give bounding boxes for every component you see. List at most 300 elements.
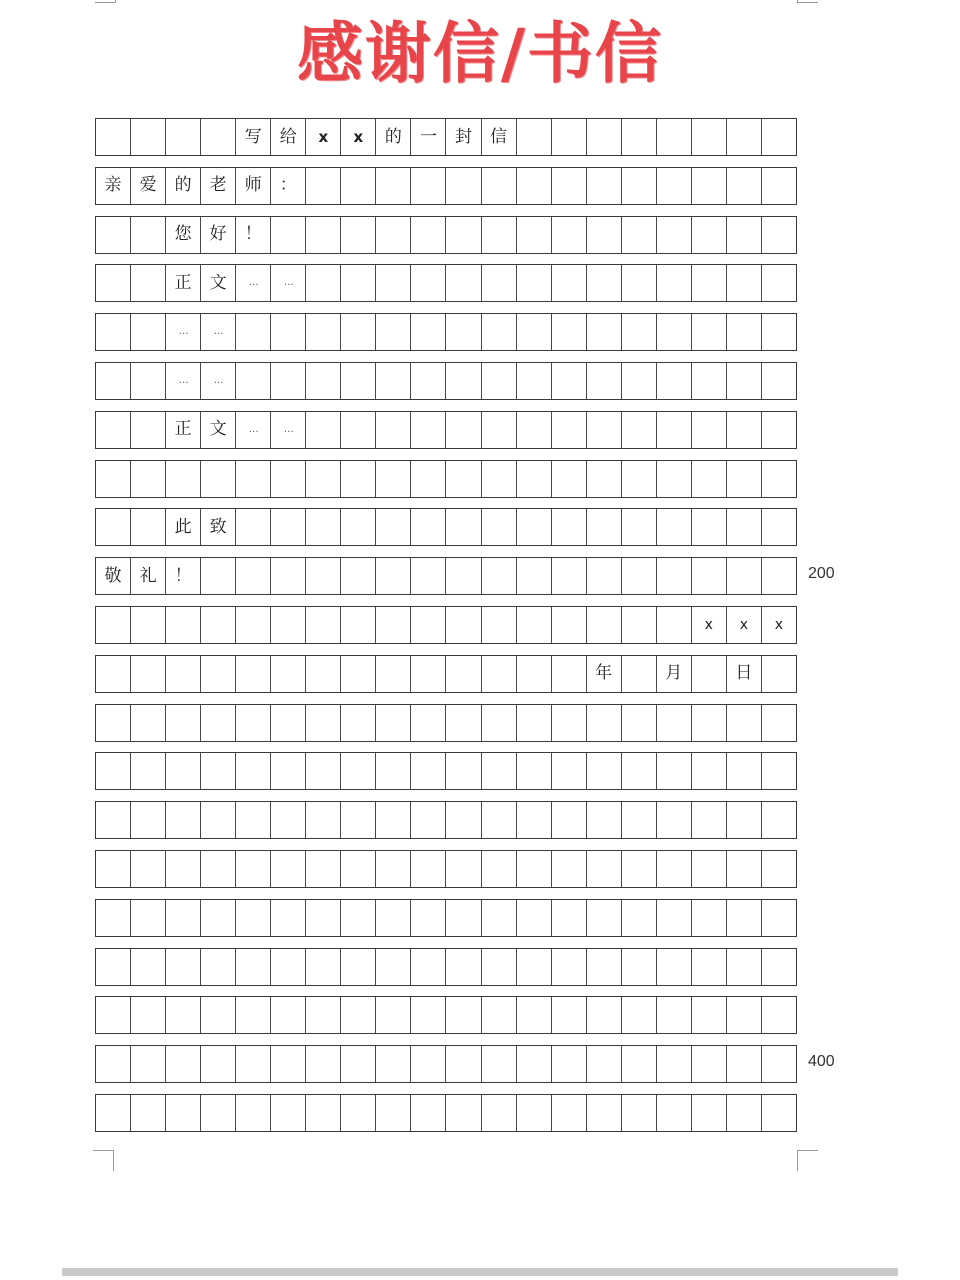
grid-cell bbox=[341, 949, 376, 985]
grid-cell: … bbox=[271, 265, 306, 301]
grid-cell bbox=[622, 119, 657, 155]
grid-cell bbox=[657, 900, 692, 936]
grid-cell bbox=[692, 363, 727, 399]
grid-cell bbox=[166, 1046, 201, 1082]
grid-cell: 封 bbox=[446, 119, 481, 155]
grid-cell: 爱 bbox=[131, 168, 166, 204]
grid-cell bbox=[482, 851, 517, 887]
grid-cell bbox=[482, 1046, 517, 1082]
grid-cell bbox=[341, 1095, 376, 1131]
grid-cell: 正 bbox=[166, 412, 201, 448]
grid-cell bbox=[657, 265, 692, 301]
grid-cell bbox=[131, 997, 166, 1033]
grid-cell: 好 bbox=[201, 217, 236, 253]
grid-cell bbox=[482, 900, 517, 936]
grid-cell bbox=[341, 656, 376, 692]
grid-cell: … bbox=[166, 314, 201, 350]
grid-cell bbox=[96, 1046, 131, 1082]
grid-cell bbox=[622, 705, 657, 741]
grid-cell bbox=[271, 997, 306, 1033]
grid-cell bbox=[306, 607, 341, 643]
grid-cell bbox=[727, 851, 762, 887]
grid-cell bbox=[692, 1046, 727, 1082]
grid-cell bbox=[587, 558, 622, 594]
grid-cell bbox=[622, 753, 657, 789]
grid-cell bbox=[411, 949, 446, 985]
grid-cell bbox=[552, 802, 587, 838]
grid-cell bbox=[482, 314, 517, 350]
grid-cell bbox=[446, 217, 481, 253]
grid-cell bbox=[201, 1095, 236, 1131]
grid-cell bbox=[552, 558, 587, 594]
grid-cell bbox=[692, 949, 727, 985]
grid-cell bbox=[271, 217, 306, 253]
grid-cell bbox=[587, 314, 622, 350]
grid-cell bbox=[96, 314, 131, 350]
grid-cell bbox=[236, 705, 271, 741]
grid-cell bbox=[762, 509, 796, 545]
grid-cell bbox=[236, 753, 271, 789]
grid-cell bbox=[271, 363, 306, 399]
grid-cell bbox=[762, 412, 796, 448]
grid-cell bbox=[271, 1046, 306, 1082]
grid-cell: 文 bbox=[201, 265, 236, 301]
grid-cell bbox=[96, 851, 131, 887]
grid-cell bbox=[236, 900, 271, 936]
grid-cell bbox=[762, 1046, 796, 1082]
grid-cell bbox=[622, 168, 657, 204]
grid-cell bbox=[727, 119, 762, 155]
corner-mark-top-left bbox=[95, 0, 116, 3]
grid-cell bbox=[517, 607, 552, 643]
grid-row bbox=[95, 1094, 797, 1132]
grid-cell bbox=[482, 217, 517, 253]
grid-cell bbox=[236, 656, 271, 692]
grid-cell bbox=[376, 217, 411, 253]
grid-cell bbox=[552, 314, 587, 350]
grid-cell bbox=[376, 412, 411, 448]
grid-cell bbox=[446, 509, 481, 545]
grid-cell bbox=[306, 168, 341, 204]
grid-cell bbox=[376, 656, 411, 692]
grid-row bbox=[95, 411, 797, 449]
grid-cell bbox=[166, 753, 201, 789]
grid-cell bbox=[306, 656, 341, 692]
grid-cell bbox=[762, 217, 796, 253]
grid-cell bbox=[762, 363, 796, 399]
grid-cell bbox=[201, 949, 236, 985]
grid-cell bbox=[552, 119, 587, 155]
grid-cell bbox=[446, 412, 481, 448]
grid-cell bbox=[166, 607, 201, 643]
grid-cell bbox=[762, 900, 796, 936]
grid-cell bbox=[762, 656, 796, 692]
grid-cell bbox=[552, 851, 587, 887]
grid-cell bbox=[517, 412, 552, 448]
grid-cell bbox=[587, 363, 622, 399]
grid-cell bbox=[376, 802, 411, 838]
grid-cell: 此 bbox=[166, 509, 201, 545]
grid-cell bbox=[622, 412, 657, 448]
grid-cell bbox=[306, 802, 341, 838]
grid-cell bbox=[411, 217, 446, 253]
grid-cell bbox=[657, 753, 692, 789]
grid-cell bbox=[727, 705, 762, 741]
grid-cell bbox=[411, 265, 446, 301]
grid-cell bbox=[166, 900, 201, 936]
grid-cell bbox=[762, 753, 796, 789]
grid-cell bbox=[236, 997, 271, 1033]
grid-cell bbox=[517, 314, 552, 350]
grid-cell bbox=[482, 753, 517, 789]
grid-cell: 致 bbox=[201, 509, 236, 545]
grid-cell bbox=[657, 802, 692, 838]
grid-cell bbox=[96, 656, 131, 692]
grid-cell bbox=[552, 949, 587, 985]
grid-cell bbox=[587, 119, 622, 155]
grid-cell bbox=[587, 217, 622, 253]
grid-cell bbox=[446, 1095, 481, 1131]
grid-row bbox=[95, 460, 797, 498]
grid-cell bbox=[96, 802, 131, 838]
grid-cell bbox=[482, 607, 517, 643]
grid-cell bbox=[96, 997, 131, 1033]
grid-cell bbox=[517, 802, 552, 838]
grid-cell bbox=[517, 461, 552, 497]
grid-cell bbox=[96, 461, 131, 497]
grid-cell bbox=[446, 656, 481, 692]
grid-cell bbox=[587, 851, 622, 887]
word-count-marker: 400 bbox=[808, 1053, 835, 1071]
grid-cell bbox=[376, 558, 411, 594]
grid-cell bbox=[376, 168, 411, 204]
grid-cell bbox=[552, 607, 587, 643]
grid-cell bbox=[692, 900, 727, 936]
grid-cell bbox=[411, 705, 446, 741]
grid-cell bbox=[411, 509, 446, 545]
grid-cell bbox=[131, 363, 166, 399]
grid-cell bbox=[552, 217, 587, 253]
grid-cell bbox=[727, 168, 762, 204]
grid-row bbox=[95, 948, 797, 986]
grid-cell bbox=[762, 119, 796, 155]
grid-cell: 的 bbox=[376, 119, 411, 155]
grid-cell bbox=[446, 314, 481, 350]
grid-cell bbox=[762, 949, 796, 985]
grid-cell: 月 bbox=[657, 656, 692, 692]
grid-cell bbox=[236, 1046, 271, 1082]
grid-cell bbox=[517, 558, 552, 594]
grid-cell bbox=[482, 656, 517, 692]
grid-cell bbox=[271, 705, 306, 741]
grid-cell bbox=[131, 509, 166, 545]
grid-cell bbox=[411, 753, 446, 789]
grid-cell bbox=[271, 900, 306, 936]
grid-cell bbox=[306, 705, 341, 741]
grid-cell bbox=[236, 851, 271, 887]
grid-cell bbox=[692, 802, 727, 838]
grid-cell bbox=[552, 363, 587, 399]
grid-cell bbox=[587, 949, 622, 985]
grid-cell bbox=[96, 412, 131, 448]
grid-cell bbox=[236, 949, 271, 985]
grid-cell: 一 bbox=[411, 119, 446, 155]
grid-cell bbox=[727, 949, 762, 985]
grid-cell bbox=[96, 900, 131, 936]
grid-cell: ！ bbox=[236, 217, 271, 253]
grid-cell bbox=[306, 900, 341, 936]
grid-cell: x bbox=[692, 607, 727, 643]
grid-cell bbox=[587, 607, 622, 643]
grid-cell bbox=[762, 997, 796, 1033]
grid-cell bbox=[341, 900, 376, 936]
grid-cell bbox=[236, 314, 271, 350]
grid-cell bbox=[411, 168, 446, 204]
grid-cell bbox=[622, 217, 657, 253]
grid-cell bbox=[587, 802, 622, 838]
grid-cell bbox=[131, 607, 166, 643]
grid-cell bbox=[622, 1046, 657, 1082]
grid-cell bbox=[692, 461, 727, 497]
grid-cell bbox=[236, 607, 271, 643]
grid-cell bbox=[657, 363, 692, 399]
grid-cell bbox=[341, 412, 376, 448]
grid-cell bbox=[341, 558, 376, 594]
grid-cell bbox=[446, 168, 481, 204]
grid-cell bbox=[482, 949, 517, 985]
grid-row bbox=[95, 704, 797, 742]
grid-cell bbox=[657, 1046, 692, 1082]
grid-cell: … bbox=[236, 265, 271, 301]
grid-cell bbox=[446, 949, 481, 985]
grid-cell: 的 bbox=[166, 168, 201, 204]
grid-cell bbox=[96, 265, 131, 301]
grid-cell bbox=[341, 1046, 376, 1082]
grid-cell bbox=[96, 705, 131, 741]
grid-cell bbox=[657, 509, 692, 545]
grid-cell bbox=[446, 265, 481, 301]
grid-cell bbox=[376, 1046, 411, 1082]
grid-cell bbox=[446, 851, 481, 887]
grid-cell bbox=[657, 1095, 692, 1131]
grid-cell: 老 bbox=[201, 168, 236, 204]
grid-cell bbox=[446, 753, 481, 789]
grid-cell bbox=[622, 314, 657, 350]
page-title: 感谢信/书信 bbox=[296, 15, 664, 92]
grid-cell bbox=[517, 900, 552, 936]
grid-cell bbox=[131, 900, 166, 936]
grid-cell bbox=[517, 1046, 552, 1082]
grid-cell bbox=[552, 168, 587, 204]
grid-cell bbox=[482, 265, 517, 301]
grid-cell bbox=[96, 119, 131, 155]
grid-cell: x bbox=[727, 607, 762, 643]
grid-cell: … bbox=[236, 412, 271, 448]
grid-cell bbox=[306, 753, 341, 789]
grid-cell bbox=[341, 753, 376, 789]
grid-cell: 敬 bbox=[96, 558, 131, 594]
grid-cell bbox=[552, 461, 587, 497]
grid-row bbox=[95, 264, 797, 302]
word-count-marker: 200 bbox=[808, 565, 835, 583]
grid-cell bbox=[131, 851, 166, 887]
grid-cell bbox=[622, 1095, 657, 1131]
grid-cell bbox=[446, 900, 481, 936]
grid-cell bbox=[166, 705, 201, 741]
grid-cell bbox=[306, 461, 341, 497]
grid-cell bbox=[201, 997, 236, 1033]
grid-cell bbox=[131, 461, 166, 497]
grid-cell bbox=[622, 656, 657, 692]
grid-cell: 写 bbox=[236, 119, 271, 155]
grid-cell bbox=[622, 802, 657, 838]
grid-cell bbox=[411, 607, 446, 643]
grid-cell bbox=[166, 1095, 201, 1131]
grid-cell bbox=[376, 851, 411, 887]
grid-cell bbox=[166, 119, 201, 155]
grid-cell bbox=[201, 656, 236, 692]
grid-cell bbox=[587, 168, 622, 204]
grid-cell bbox=[201, 607, 236, 643]
grid-cell bbox=[587, 705, 622, 741]
grid-cell: x bbox=[774, 616, 784, 633]
grid-cell: 您 bbox=[166, 217, 201, 253]
grid-cell bbox=[622, 363, 657, 399]
grid-cell bbox=[131, 217, 166, 253]
grid-cell bbox=[271, 1095, 306, 1131]
grid-cell bbox=[622, 900, 657, 936]
grid-cell bbox=[271, 509, 306, 545]
grid-cell bbox=[587, 900, 622, 936]
grid-cell: 礼 bbox=[131, 558, 166, 594]
grid-cell bbox=[692, 265, 727, 301]
grid-cell bbox=[96, 949, 131, 985]
grid-cell bbox=[306, 558, 341, 594]
grid-cell bbox=[692, 851, 727, 887]
grid-cell bbox=[236, 363, 271, 399]
grid-cell bbox=[727, 265, 762, 301]
grid-cell bbox=[96, 363, 131, 399]
grid-cell bbox=[166, 949, 201, 985]
grid-cell bbox=[201, 119, 236, 155]
grid-row bbox=[95, 313, 797, 351]
grid-cell bbox=[306, 412, 341, 448]
grid-row bbox=[95, 167, 797, 205]
grid-cell bbox=[517, 1095, 552, 1131]
grid-cell bbox=[411, 1046, 446, 1082]
grid-cell bbox=[727, 509, 762, 545]
grid-cell bbox=[552, 1046, 587, 1082]
grid-cell bbox=[517, 509, 552, 545]
grid-row bbox=[95, 899, 797, 937]
grid-cell bbox=[376, 949, 411, 985]
grid-cell bbox=[622, 509, 657, 545]
grid-cell bbox=[446, 1046, 481, 1082]
grid-cell: 年 bbox=[587, 656, 622, 692]
grid-cell bbox=[201, 900, 236, 936]
grid-cell bbox=[587, 753, 622, 789]
grid-cell bbox=[517, 265, 552, 301]
grid-cell bbox=[657, 705, 692, 741]
grid-cell bbox=[271, 558, 306, 594]
grid-cell bbox=[657, 461, 692, 497]
grid-cell bbox=[411, 851, 446, 887]
grid-cell bbox=[96, 1095, 131, 1131]
grid-cell bbox=[727, 363, 762, 399]
grid-cell bbox=[271, 461, 306, 497]
grid-cell bbox=[587, 412, 622, 448]
grid-cell bbox=[236, 802, 271, 838]
grid-cell bbox=[271, 949, 306, 985]
grid-cell bbox=[552, 1095, 587, 1131]
grid-cell bbox=[376, 1095, 411, 1131]
grid-cell bbox=[166, 802, 201, 838]
grid-cell bbox=[692, 217, 727, 253]
grid-cell: 正 bbox=[166, 265, 201, 301]
grid-cell bbox=[201, 705, 236, 741]
grid-cell bbox=[376, 607, 411, 643]
grid-row bbox=[95, 850, 797, 888]
grid-cell bbox=[517, 168, 552, 204]
grid-cell bbox=[131, 705, 166, 741]
grid-cell bbox=[446, 997, 481, 1033]
grid-cell bbox=[131, 314, 166, 350]
grid-cell bbox=[341, 509, 376, 545]
grid-cell bbox=[341, 851, 376, 887]
grid-cell bbox=[306, 1046, 341, 1082]
grid-cell bbox=[236, 558, 271, 594]
grid-cell bbox=[552, 509, 587, 545]
composition-grid bbox=[95, 118, 797, 1143]
grid-cell bbox=[517, 217, 552, 253]
grid-cell bbox=[692, 753, 727, 789]
grid-cell bbox=[727, 802, 762, 838]
grid-cell bbox=[692, 509, 727, 545]
grid-cell bbox=[657, 997, 692, 1033]
grid-cell bbox=[341, 997, 376, 1033]
grid-cell bbox=[587, 509, 622, 545]
grid-cell bbox=[482, 705, 517, 741]
grid-cell: … bbox=[166, 363, 201, 399]
grid-cell bbox=[411, 412, 446, 448]
grid-cell bbox=[762, 705, 796, 741]
grid-cell bbox=[692, 314, 727, 350]
grid-cell bbox=[411, 802, 446, 838]
grid-cell: ： bbox=[271, 168, 306, 204]
grid-cell bbox=[552, 265, 587, 301]
grid-row bbox=[95, 752, 797, 790]
grid-cell: … bbox=[201, 314, 236, 350]
grid-cell bbox=[552, 753, 587, 789]
grid-cell bbox=[201, 851, 236, 887]
grid-cell bbox=[762, 461, 796, 497]
grid-cell bbox=[517, 119, 552, 155]
grid-cell bbox=[341, 168, 376, 204]
grid-cell bbox=[622, 558, 657, 594]
grid-cell bbox=[341, 802, 376, 838]
grid-cell bbox=[341, 607, 376, 643]
grid-cell bbox=[376, 363, 411, 399]
grid-cell: 师 bbox=[236, 168, 271, 204]
grid-cell bbox=[552, 656, 587, 692]
grid-cell bbox=[482, 461, 517, 497]
grid-cell bbox=[131, 656, 166, 692]
grid-cell bbox=[446, 461, 481, 497]
grid-cell bbox=[622, 949, 657, 985]
grid-cell bbox=[727, 412, 762, 448]
grid-cell bbox=[692, 168, 727, 204]
grid-cell bbox=[306, 851, 341, 887]
